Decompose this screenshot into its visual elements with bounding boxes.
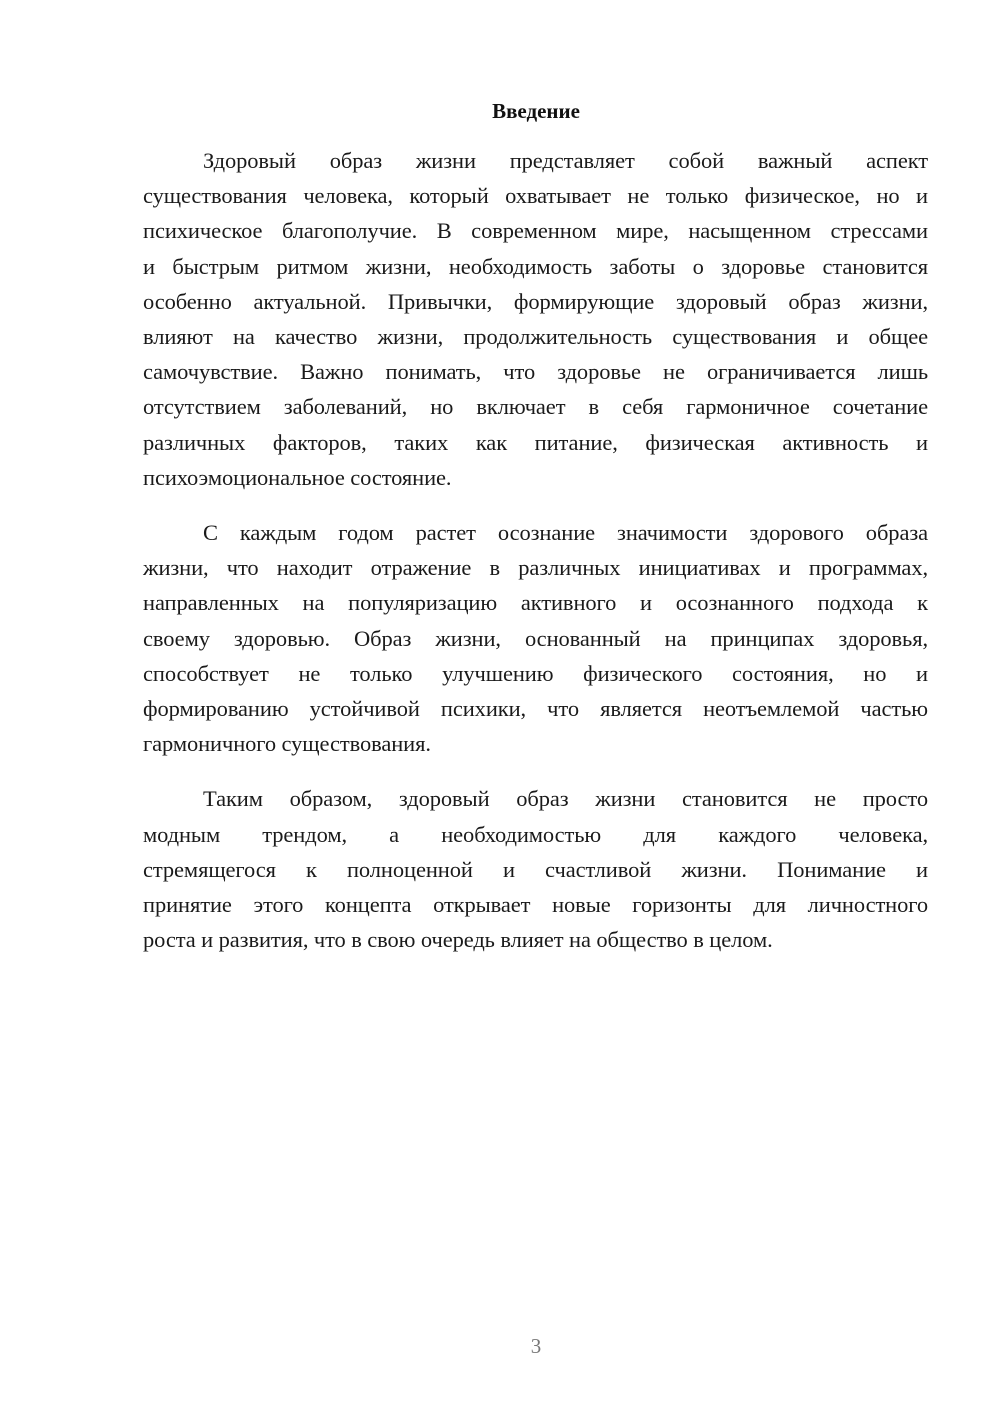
text-line: существования человека, который охватывает не только физическое, но и [143,183,928,209]
text-line: психическое благополучие. В современном мире, насыщенном стрессами [143,218,928,244]
text-line: роста и развития, что в свою очередь влияет на общество в целом. [143,927,773,953]
section-heading: Введение [492,99,580,123]
paragraph-3 [143,781,928,957]
body-text [143,143,928,977]
text-line: формированию устойчивой психики, что является неотъемлемой частью [143,696,928,722]
text-line: влияют на качество жизни, продолжительность существования и общее [143,324,928,350]
text-line: принятие этого концепта открывает новые горизонты для личностного [143,892,928,918]
text-line: Таким образом, здоровый образ жизни становится не просто [203,786,928,812]
text-line: модным трендом, а необходимостью для каждого человека, [143,821,928,847]
page-number: 3 [530,1334,542,1358]
text-line: С каждым годом растет осознание значимости здорового образа [203,520,928,546]
text-line: отсутствием заболеваний, но включает в себя гармоничное сочетание [143,394,928,420]
text-line: направленных на популяризацию активного и осознанного подхода к [143,590,928,616]
text-line: гармоничного существования. [143,731,431,757]
text-line: различных факторов, таких как питание, физическая активность и [143,429,928,455]
text-line: особенно актуальной. Привычки, формирующие здоровый образ жизни, [143,288,928,314]
text-line: самочувствие. Важно понимать, что здоровье не ограничивается лишь [143,359,928,385]
paragraph-1 [143,143,928,495]
text-line: жизни, что находит отражение в различных инициативах и программах, [143,555,928,581]
text-line: Здоровый образ жизни представляет собой важный аспект [203,148,928,173]
paragraph-2 [143,515,928,761]
text-line: способствует не только улучшению физического состояния, но и [143,660,928,686]
text-line: и быстрым ритмом жизни, необходимость заботы о здоровье становится [143,253,928,279]
text-line: психоэмоциональное состояние. [143,464,452,490]
text-line: своему здоровью. Образ жизни, основанный на принципах здоровья, [143,625,928,651]
text-line: стремящегося к полноценной и счастливой жизни. Понимание и [143,856,928,882]
